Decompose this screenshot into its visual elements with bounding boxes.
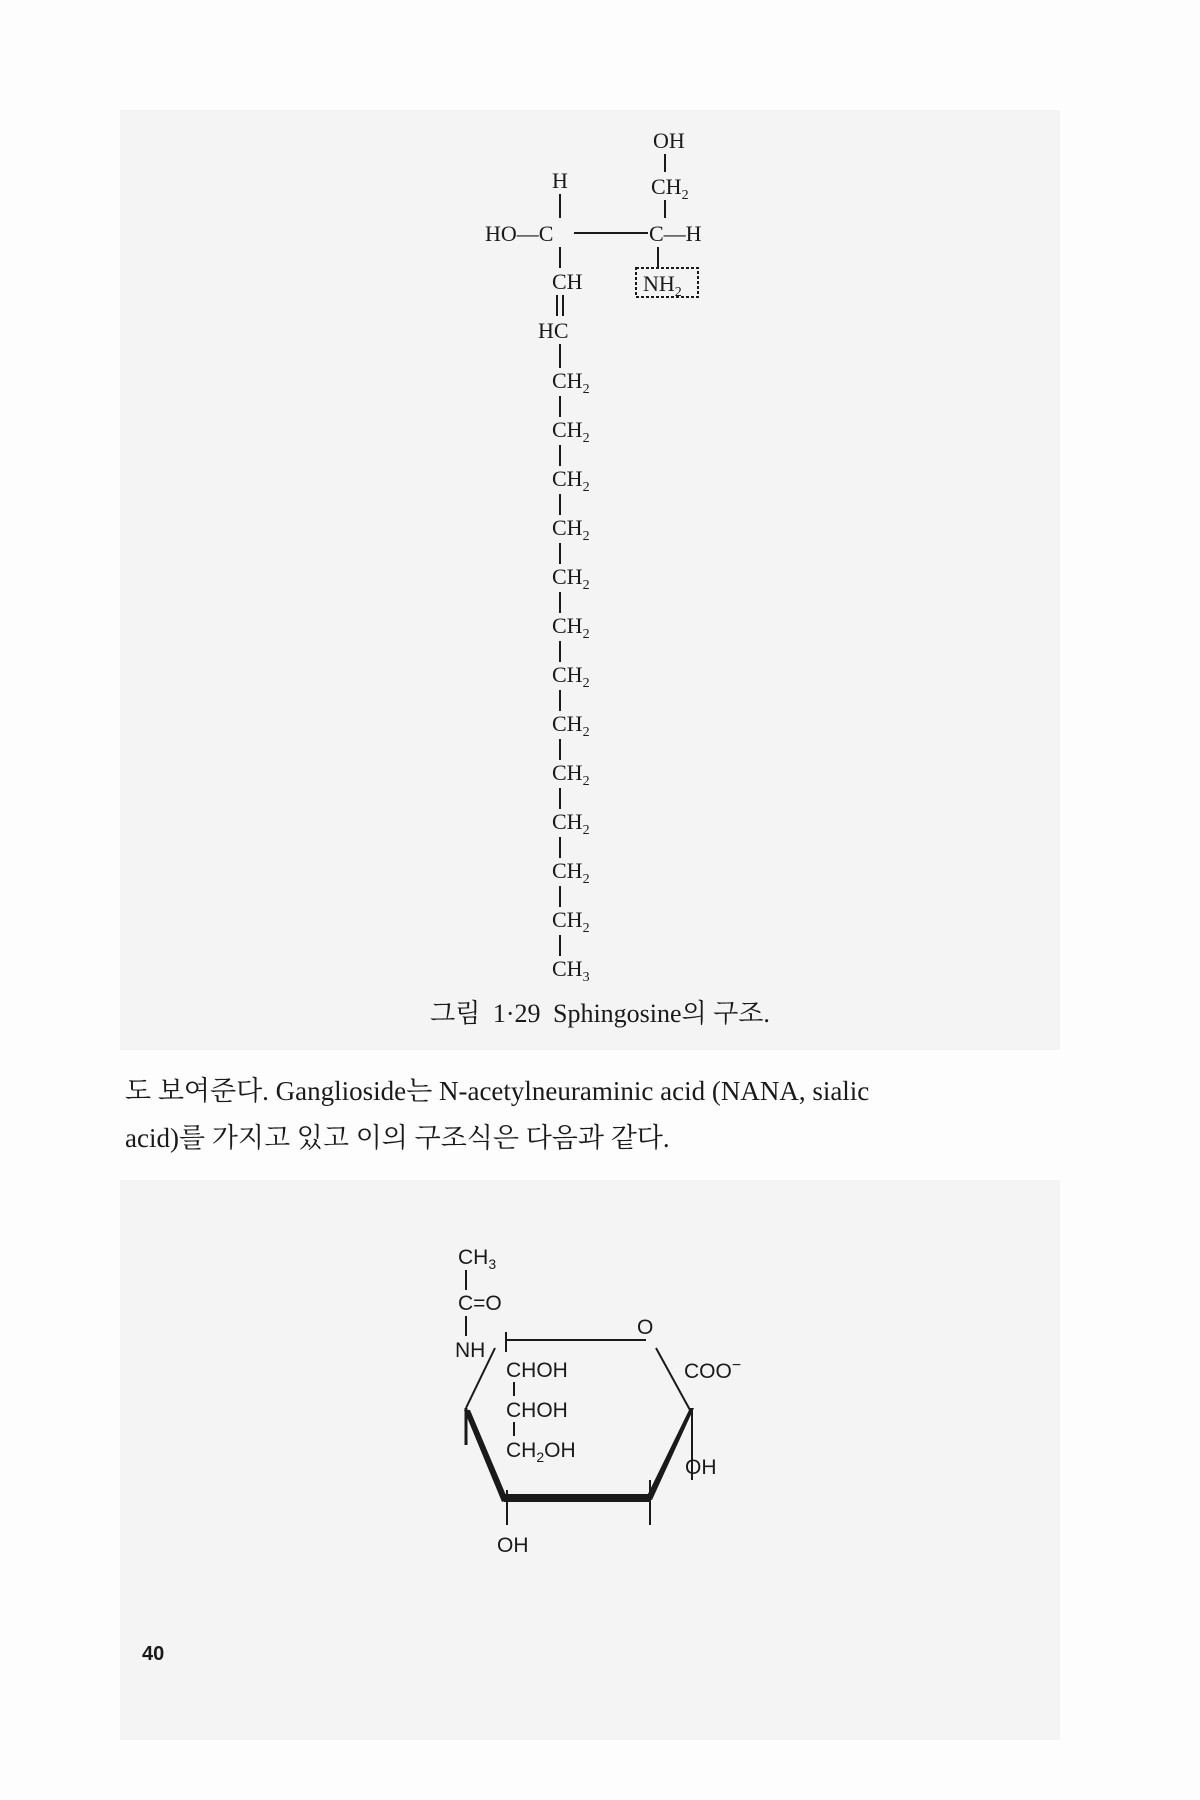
- sph-chain-group: $CH_2$: [552, 368, 590, 397]
- nana-ch3: $CH_3$: [458, 1246, 497, 1272]
- page-number: 40: [142, 1643, 165, 1665]
- sph-chain-group: $CH_2$: [552, 711, 590, 740]
- caption-text: Sphingosine의 구조.: [552, 999, 770, 1028]
- nana-choh-2: CHOH: [506, 1399, 568, 1422]
- paragraph-line-2: acid)를 가지고 있고 이의 구조식은 다음과 같다.: [125, 1123, 670, 1153]
- sph-chain-group: $CH_2$: [552, 809, 590, 838]
- nana-choh-1: CHOH: [506, 1359, 568, 1382]
- sph-nh2: $NH_2$: [643, 271, 682, 300]
- sph-chain-group: $CH_2$: [552, 662, 590, 691]
- nana-c-o: C=O: [458, 1292, 502, 1315]
- sph-chain-group: $CH_3$: [552, 956, 590, 985]
- caption-label: 그림: [430, 999, 481, 1028]
- sph-chain-group: $CH_2$: [552, 613, 590, 642]
- sph-ch: CH: [552, 269, 583, 294]
- nana-oh-right: OH: [685, 1456, 717, 1479]
- sph-c-h: C—H: [649, 221, 702, 246]
- nana-ring-bottom-bold: [504, 1494, 650, 1502]
- caption-number: 1·29: [492, 999, 541, 1028]
- sph-hc: HC: [538, 318, 569, 343]
- sph-chain-group: $CH_2$: [552, 417, 590, 446]
- sph-chain-group: $CH_2$: [552, 466, 590, 495]
- sph-chain-group: $CH_2$: [552, 907, 590, 936]
- nana-ring-wedge-left: [464, 1410, 508, 1502]
- sph-ho-c: HO—C: [485, 221, 554, 246]
- nana-ring-wedge-right: [646, 1408, 694, 1500]
- paragraph-line-1: 도 보여준다. Ganglioside는 N-acetylneuraminic acid (NANA, sialic: [125, 1076, 870, 1106]
- nana-oh-bottom: OH: [497, 1534, 529, 1557]
- sph-chain-group: $CH_2$: [552, 858, 590, 887]
- sph-oh-top: OH: [653, 128, 685, 153]
- sph-ch2-top: $CH_2$: [651, 174, 689, 203]
- sph-chain-group: $CH_2$: [552, 760, 590, 789]
- sph-chain-group: $CH_2$: [552, 564, 590, 593]
- nana-nh: NH: [455, 1339, 486, 1362]
- sph-chain-group: $CH_2$: [552, 515, 590, 544]
- nana-ch2oh: $CH_2OH$: [506, 1439, 576, 1465]
- nana-coo: COO−: [684, 1357, 742, 1383]
- sph-h-left: H: [552, 168, 568, 193]
- nana-ring-o: O: [637, 1316, 654, 1339]
